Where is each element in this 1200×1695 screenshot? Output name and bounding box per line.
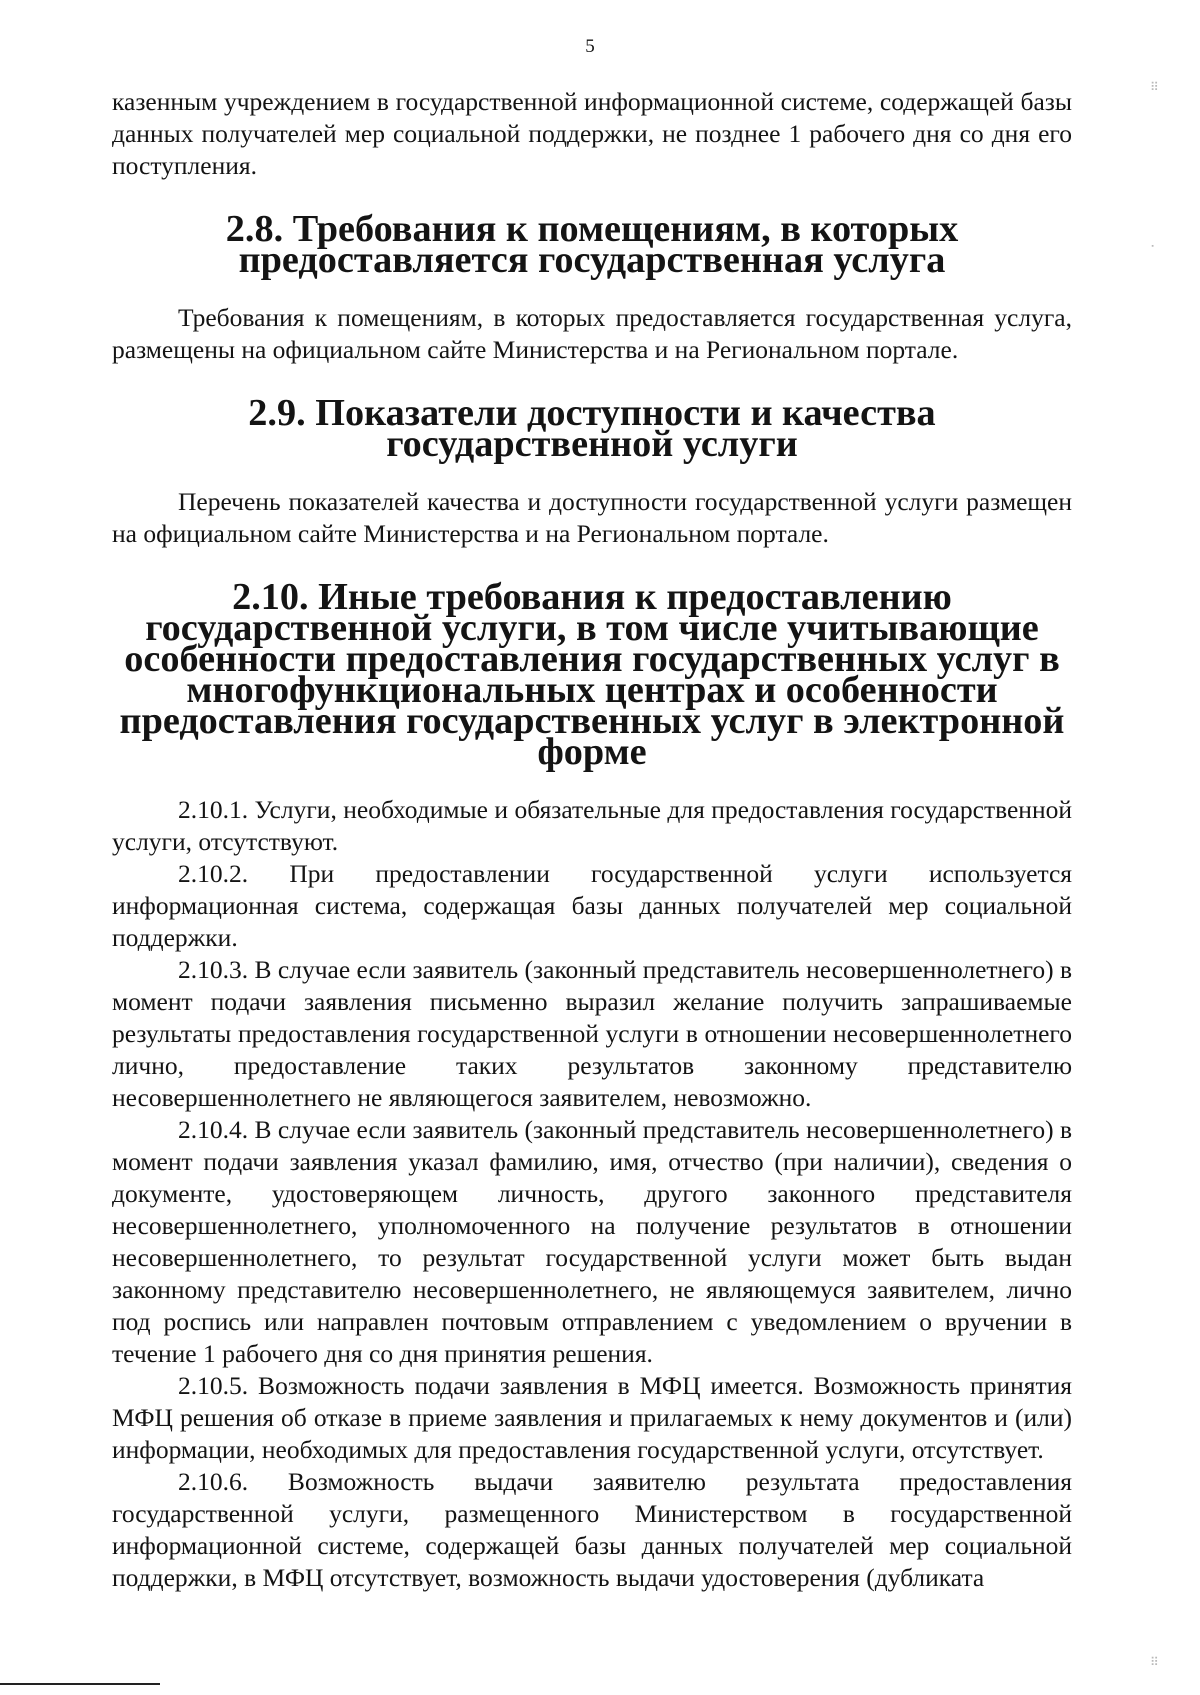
scan-artifact: ⠂ [1150, 240, 1159, 254]
paragraph-2-10-4: 2.10.4. В случае если заявитель (законный представитель несовершеннолетнего) в момент подачи заявления указал фамилию, имя, отчество (при наличии), сведения о документе, удостоверяющем личность, другого законного представителя несовершеннолетнего, уполномоченного на получение результатов в отношении несовершеннолетнего, то результат государственной услуги может быть выдан законному представителю несовершеннолетнего, не являющемуся заявителем, лично под роспись или направлен почтовым отправлением с уведомлением о вручении в течение 1 рабочего дня со дня принятия решения. [112, 1115, 1072, 1368]
paragraph-2-9: Перечень показателей качества и доступности государственной услуги размещен на официальном сайте Министерства и на Региональном портале. [112, 487, 1072, 548]
footnote-rule [0, 1683, 160, 1685]
paragraph-continuation: казенным учреждением в государственной информационной системе, содержащей базы данных получателей мер социальной поддержки, не позднее 1 рабочего дня со дня его поступления. [112, 87, 1072, 180]
section-heading-2-9: 2.9. Показатели доступности и качества государственной услуги [248, 392, 936, 465]
paragraph-2-10-5: 2.10.5. Возможность подачи заявления в МФЦ имеется. Возможность принятия МФЦ решения об отказе в приеме заявления и прилагаемых к нему документов и (или) информации, необходимых для предоставления государственной услуги, отсутствует. [112, 1371, 1072, 1464]
paragraph-2-10-3: 2.10.3. В случае если заявитель (законный представитель несовершеннолетнего) в момент подачи заявления письменно выразил желание получить запрашиваемые результаты предоставления государственной услуги в отношении несовершеннолетнего лично, предоставление таких результатов законному представителю несовершеннолетнего не являющегося заявителем, невозможно. [112, 955, 1072, 1112]
scan-artifact: ⠿ [1150, 1655, 1159, 1669]
section-heading-2-10: 2.10. Иные требования к предоставлению государственной услуги, в том числе учитывающие особенности предоставления государственных услуг в многофункциональных центрах и особенности предоставления государственных услуг в электронной форме [119, 576, 1065, 773]
section-heading-2-8: 2.8. Требования к помещениям, в которых предоставляется государственная услуга [225, 208, 959, 281]
page-number: 5 [585, 36, 595, 57]
paragraph-2-10-2: 2.10.2. При предоставлении государственной услуги используется информационная система, содержащая базы данных получателей мер социальной поддержки. [112, 859, 1072, 952]
page-content [112, 86, 1072, 1594]
scan-artifact: ⠿ [1150, 80, 1159, 94]
paragraph-2-8: Требования к помещениям, в которых предоставляется государственная услуга, размещены на официальном сайте Министерства и на Региональном портале. [112, 303, 1072, 364]
paragraph-2-10-1: 2.10.1. Услуги, необходимые и обязательные для предоставления государственной услуги, отсутствуют. [112, 795, 1072, 856]
paragraph-2-10-6: 2.10.6. Возможность выдачи заявителю результата предоставления государственной услуги, размещенного Министерством в государственной информационной системе, содержащей базы данных получателей мер социальной поддержки, в МФЦ отсутствует, возможность выдачи удостоверения (дубликата [112, 1467, 1072, 1592]
